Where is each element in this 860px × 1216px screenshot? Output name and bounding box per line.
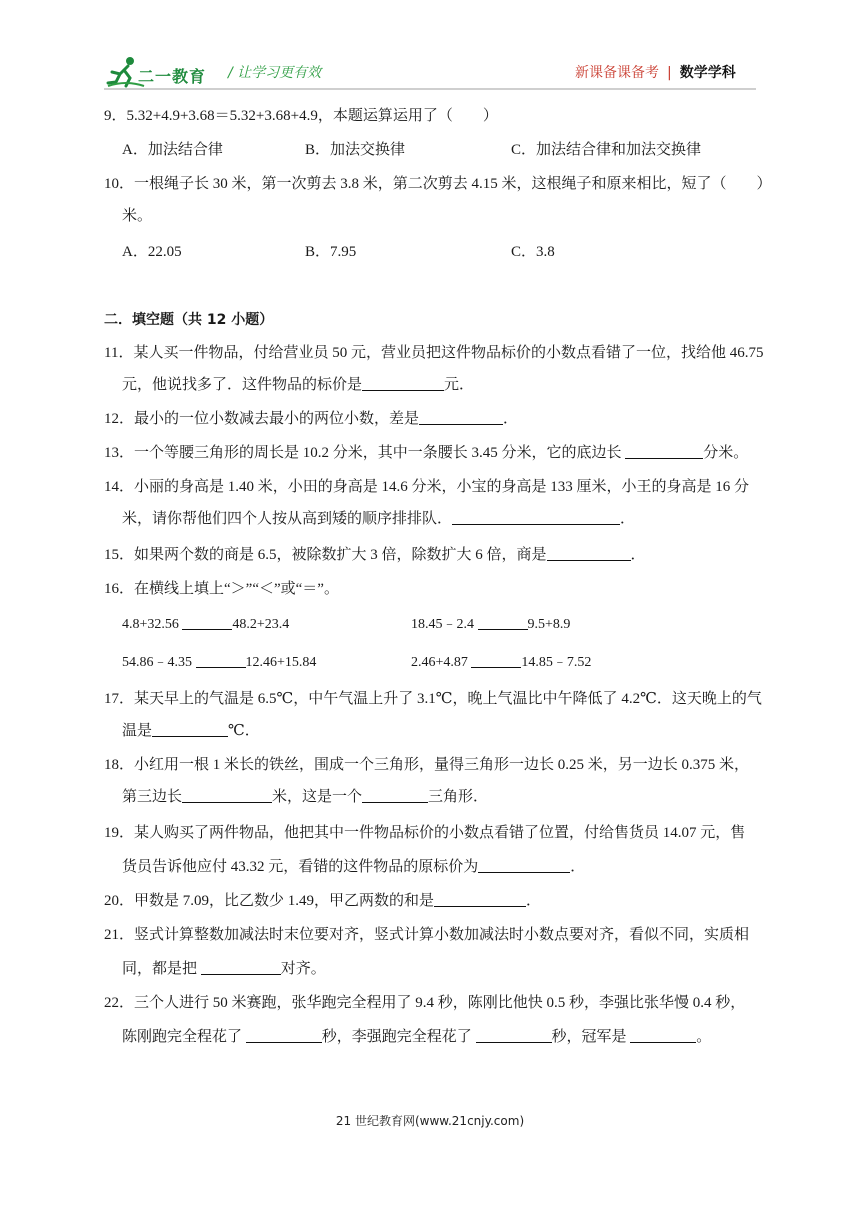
header-divider	[104, 88, 756, 90]
question-10-option-c: C．3.8	[511, 244, 555, 260]
section-2-title: 二．填空题（共 12 小题）	[104, 312, 274, 328]
question-9-text: 9．5.32+4.9+3.68＝5.32+3.68+4.9，本题运算运用了（ ）	[104, 108, 498, 124]
question-20	[104, 891, 541, 911]
question-14-line1: 14．小丽的身高是 1.40 米，小田的身高是 14.6 分米，小宝的身高是 133 厘米，小王的身高是 16 分	[104, 479, 750, 495]
question-9-option-a: A．加法结合律	[122, 142, 223, 158]
question-18-mid: 米，这是一个	[272, 789, 363, 805]
compare-left: 4.8+32.56	[122, 617, 183, 632]
question-22-line2	[122, 1027, 711, 1047]
question-19-line1: 19．某人购买了两件物品，他把其中一件物品标价的小数点看错了位置，付给售货员 14.07 元，售	[104, 825, 746, 841]
question-22-mid2: 秒，冠军是	[551, 1029, 631, 1045]
question-21-suffix: 对齐。	[280, 961, 326, 977]
compare-left: 2.46+4.87	[411, 655, 472, 670]
page-footer: 21 世纪教育网(www.21cnjy.com)	[335, 1114, 525, 1128]
question-14-line2	[122, 509, 635, 529]
question-19-suffix: ．	[570, 859, 586, 875]
question-11-line1: 11．某人买一件物品，付给营业员 50 元，营业员把这件物品标价的小数点看错了一位，找给他 46.75	[104, 345, 764, 361]
compare-right: 48.2+23.4	[232, 617, 290, 632]
question-20-suffix: ．	[526, 893, 542, 909]
answer-blank[interactable]	[182, 615, 232, 630]
question-21-line1: 21．竖式计算整数加减法时末位要对齐，竖式计算小数加减法时小数点要对齐，看似不同，实质相	[104, 927, 750, 943]
question-21-line2	[122, 959, 326, 979]
answer-blank[interactable]	[471, 653, 521, 668]
question-13-text: 13．一个等腰三角形的周长是 10.2 分米，其中一条腰长 3.45 分米，它的底边长	[104, 445, 626, 461]
answer-blank[interactable]	[182, 788, 272, 803]
answer-blank[interactable]	[476, 1028, 552, 1043]
question-15	[104, 545, 646, 565]
question-15-text: 15．如果两个数的商是 6.5，被除数扩大 3 倍，除数扩大 6 倍，商是	[104, 547, 547, 563]
answer-blank[interactable]	[419, 410, 503, 425]
question-19-text: 货员告诉他应付 43.32 元，看错的这件物品的原标价为	[122, 859, 479, 875]
question-14-suffix: ．	[620, 511, 636, 527]
answer-blank[interactable]	[196, 653, 246, 668]
question-11-line2	[122, 375, 474, 395]
answer-blank[interactable]	[362, 376, 444, 391]
compare-right: 9.5+8.9	[527, 617, 571, 632]
question-13-suffix: 分米。	[703, 445, 749, 461]
compare-item-2	[411, 615, 570, 635]
question-22-mid1: 秒，李强跑完全程花了	[321, 1029, 476, 1045]
question-22-suffix: 。	[696, 1029, 712, 1045]
answer-blank[interactable]	[625, 444, 703, 459]
question-18-line1: 18．小红用一根 1 米长的铁丝，围成一个三角形，量得三角形一边长 0.25 米，另一边长 0.375 米，	[104, 757, 750, 773]
compare-left: 18.45﹣2.4	[411, 617, 478, 632]
question-20-text: 20．甲数是 7.09，比乙数少 1.49，甲乙两数的和是	[104, 893, 435, 909]
question-21-text: 同，都是把	[122, 961, 201, 977]
answer-blank[interactable]	[452, 510, 620, 525]
question-14-text: 米，请你帮他们四个人按从高到矮的顺序排排队．	[122, 511, 453, 527]
answer-blank[interactable]	[478, 615, 528, 630]
compare-right: 12.46+15.84	[245, 655, 317, 670]
question-10-option-b: B．7.95	[305, 244, 357, 260]
answer-blank[interactable]	[478, 858, 570, 873]
question-11-suffix: 元．	[444, 377, 475, 393]
question-17-line2	[122, 721, 260, 741]
question-17-text: 温是	[122, 723, 153, 739]
compare-left: 54.86﹣4.35	[122, 655, 196, 670]
question-10-line1: 10．一根绳子长 30 米，第一次剪去 3.8 米，第二次剪去 4.15 米，这根绳子和原来相比，短了（ ）	[104, 176, 772, 192]
question-19-line2	[122, 857, 585, 877]
question-22-text: 陈刚跑完全程花了	[122, 1029, 246, 1045]
question-12-suffix: ．	[503, 411, 519, 427]
header-subject-label: 数学学科	[679, 65, 736, 81]
answer-blank[interactable]	[152, 722, 228, 737]
question-10-option-a: A．22.05	[122, 244, 182, 260]
logo-text: 二一教育	[138, 67, 207, 86]
compare-item-3	[122, 653, 316, 673]
question-18-line2	[122, 787, 488, 807]
compare-item-4	[411, 653, 591, 673]
question-17-suffix: ℃．	[228, 723, 260, 739]
answer-blank[interactable]	[630, 1028, 696, 1043]
header-course-label: 新课备课备考	[575, 65, 659, 81]
compare-item-1	[122, 615, 289, 635]
question-15-suffix: ．	[630, 547, 646, 563]
answer-blank[interactable]	[246, 1028, 322, 1043]
question-12-text: 12．最小的一位小数减去最小的两位小数，差是	[104, 411, 420, 427]
answer-blank[interactable]	[434, 892, 526, 907]
question-22-line1: 22．三个人进行 50 米赛跑，张华跑完全程用了 9.4 秒，陈刚比他快 0.5 秒，李强比张华慢 0.4 秒，	[104, 995, 746, 1011]
question-11-text: 元，他说找多了．这件物品的标价是	[122, 377, 363, 393]
question-18-suffix: 三角形．	[428, 789, 489, 805]
question-17-line1: 17．某天早上的气温是 6.5℃，中午气温上升了 3.1℃，晚上气温比中午降低了 4.2℃．这天晚上的气	[104, 691, 762, 707]
question-9-option-b: B．加法交换律	[305, 142, 406, 158]
header-separator: |	[667, 65, 672, 81]
question-16-text: 16．在横线上填上“＞”“＜”或“＝”。	[104, 581, 339, 597]
question-10-line2: 米。	[122, 208, 153, 224]
answer-blank[interactable]	[547, 546, 631, 561]
compare-right: 14.85﹣7.52	[521, 655, 592, 670]
answer-blank[interactable]	[362, 788, 428, 803]
question-13	[104, 443, 748, 463]
question-12	[104, 409, 518, 429]
question-9-option-c: C．加法结合律和加法交换律	[511, 142, 702, 158]
slogan: / 让学习更有效	[228, 65, 322, 81]
question-18-text: 第三边长	[122, 789, 183, 805]
header-right	[575, 62, 736, 82]
answer-blank[interactable]	[201, 960, 281, 975]
